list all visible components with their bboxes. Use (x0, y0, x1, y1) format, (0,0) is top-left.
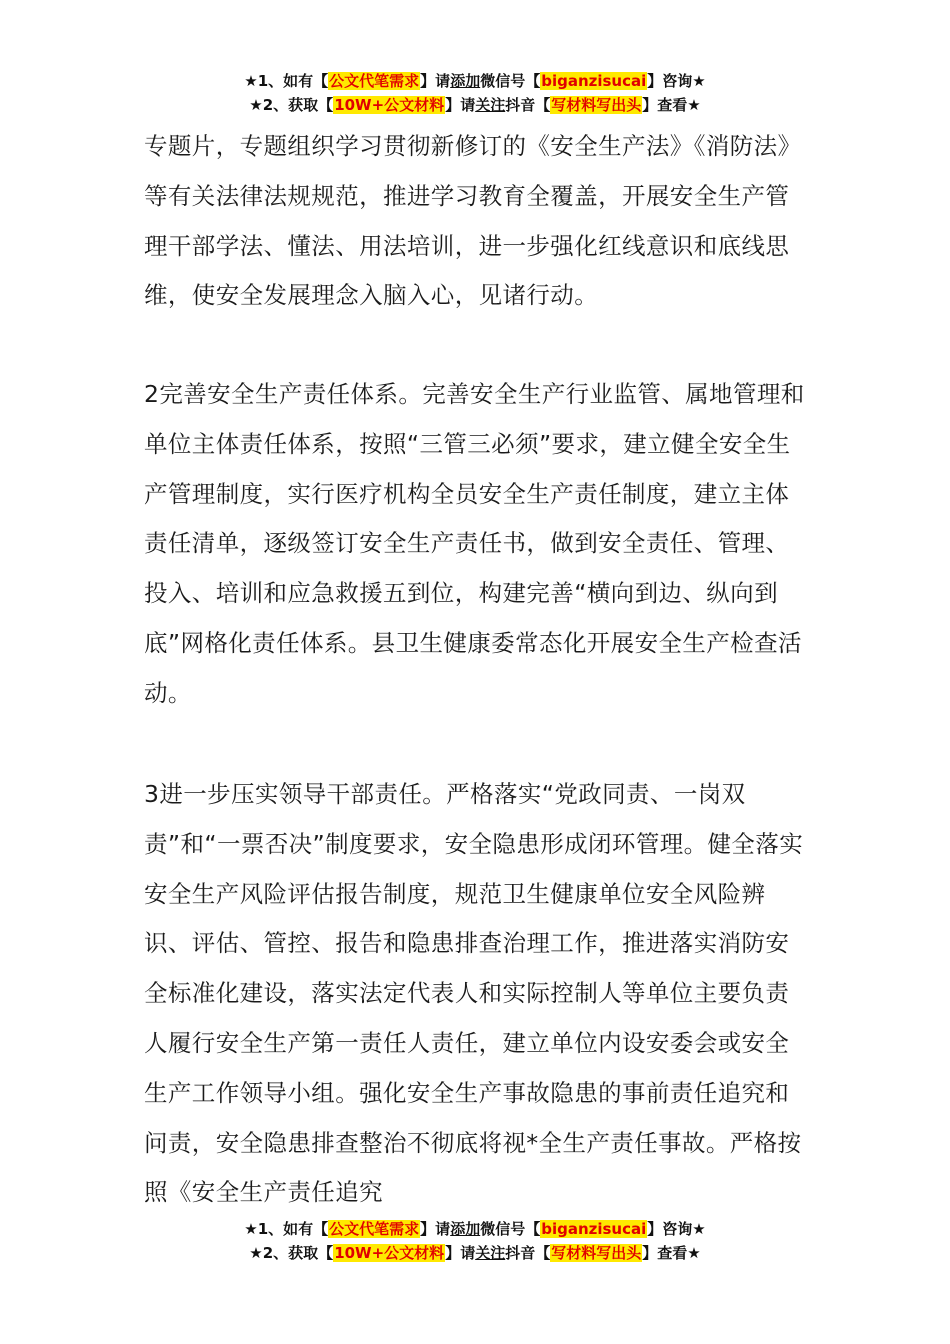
banner-underline: 添加 (450, 1220, 481, 1238)
paragraph-text: 专题片，专题组织学习贯彻新修订的《安全生产法》《消防法》等有关法律法规规范，推进学习教育全覆盖，开展安全生产管理干部学法、懂法、用法培训，进一步强化红线意识和底线思维，使安全发展理念入脑入心，见诸行动。 (144, 132, 802, 310)
banner-text: ★2、获取【 (249, 96, 334, 114)
highlight-douyin-account: 写材料写出头 (551, 1244, 642, 1262)
highlight-wechat-id: biganzisucai (541, 72, 647, 90)
banner-line-2 (0, 1241, 950, 1265)
banner-text: 】咨询★ (647, 72, 706, 90)
banner-line-1 (0, 1217, 950, 1241)
banner-text: 抖音【 (505, 1244, 551, 1262)
highlight-materials: 10W+公文材料 (334, 1244, 445, 1262)
banner-text: 】咨询★ (647, 1220, 706, 1238)
banner-text: 微信号【 (480, 1220, 541, 1238)
banner-text: ★1、如有【 (244, 72, 329, 90)
banner-text: 】请 (420, 72, 451, 90)
paragraph-1 (144, 122, 806, 321)
paragraph-2 (144, 370, 806, 719)
banner-line-1 (0, 69, 950, 93)
banner-text: ★1、如有【 (244, 1220, 329, 1238)
footer-banner (0, 1217, 950, 1265)
banner-line-2 (0, 93, 950, 117)
highlight-materials: 10W+公文材料 (334, 96, 445, 114)
header-banner (0, 69, 950, 117)
banner-text: 】请 (445, 1244, 476, 1262)
highlight-douyin-account: 写材料写出头 (551, 96, 642, 114)
banner-text: 】查看★ (642, 96, 701, 114)
highlight-service: 公文代笔需求 (329, 1220, 420, 1238)
banner-text: 】查看★ (642, 1244, 701, 1262)
banner-text: 】请 (445, 96, 476, 114)
banner-text: 微信号【 (480, 72, 541, 90)
paragraph-text: 3进一步压实领导干部责任。严格落实“党政同责、一岗双责”和“一票否决”制度要求，安全隐患形成闭环管理。健全落实安全生产风险评估报告制度，规范卫生健康单位安全风险辨识、评估、管控、报告和隐患排查治理工作，推进落实消防安全标准化建设，落实法定代表人和实际控制人等单位主要负责人履行安全生产第一责任人责任，建立单位内设安委会或安全生产工作领导小组。强化安全生产事故隐患的事前责任追究和问责，安全隐患排查整治不彻底将视*全生产责任事故。严格按照《安全生产责任追究 (144, 780, 804, 1207)
highlight-wechat-id: biganzisucai (541, 1220, 647, 1238)
banner-underline: 关注 (475, 1244, 506, 1262)
banner-text: ★2、获取【 (249, 1244, 334, 1262)
banner-text: 】请 (420, 1220, 451, 1238)
banner-underline: 关注 (475, 96, 506, 114)
paragraph-3 (144, 770, 806, 1218)
highlight-service: 公文代笔需求 (329, 72, 420, 90)
banner-text: 抖音【 (505, 96, 551, 114)
banner-underline: 添加 (450, 72, 481, 90)
paragraph-text: 2完善安全生产责任体系。完善安全生产行业监管、属地管理和单位主体责任体系，按照“三管三必须”要求，建立健全安全生产管理制度，实行医疗机构全员安全生产责任制度，建立主体责任清单，逐级签订安全生产责任书，做到安全责任、管理、投入、培训和应急救援五到位，构建完善“横向到边、纵向到底”网格化责任体系。县卫生健康委常态化开展安全生产检查活动。 (144, 380, 805, 707)
